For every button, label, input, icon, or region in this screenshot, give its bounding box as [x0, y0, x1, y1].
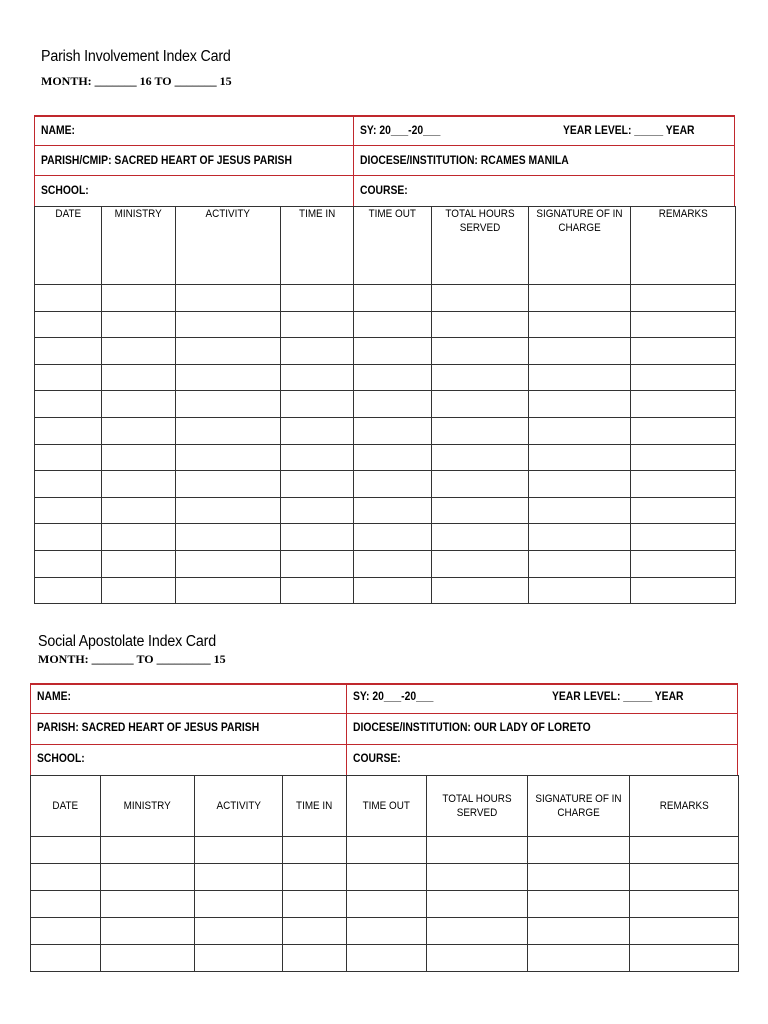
- card1-entry-cell[interactable]: [529, 391, 631, 418]
- card1-entry-cell[interactable]: [529, 338, 631, 365]
- card2-entry-cell[interactable]: [101, 837, 195, 864]
- card1-entry-cell[interactable]: [529, 364, 631, 391]
- card2-entry-cell[interactable]: [195, 837, 283, 864]
- card1-entry-cell[interactable]: [35, 550, 102, 577]
- card1-entry-cell[interactable]: [432, 285, 529, 312]
- card1-entry-cell[interactable]: [281, 471, 354, 498]
- card1-entry-cell[interactable]: [432, 550, 529, 577]
- card1-entry-cell[interactable]: [631, 417, 736, 444]
- card2-entry-cell[interactable]: [427, 891, 528, 918]
- card1-entry-cell[interactable]: [102, 444, 176, 471]
- card1-entry-cell[interactable]: [176, 364, 281, 391]
- card1-entry-cell[interactable]: [529, 285, 631, 312]
- card1-entry-cell[interactable]: [281, 417, 354, 444]
- card1-entry-cell[interactable]: [354, 285, 432, 312]
- card1-entry-cell[interactable]: [102, 471, 176, 498]
- card1-entry-cell[interactable]: [529, 471, 631, 498]
- card2-entry-cell[interactable]: [427, 837, 528, 864]
- card1-title: Parish Involvement Index Card: [41, 48, 231, 65]
- card1-entry-cell[interactable]: [529, 311, 631, 338]
- card1-entry-cell[interactable]: [432, 497, 529, 524]
- card1-entry-row: [35, 497, 736, 524]
- card1-sy-field[interactable]: SY: 20___-20___: [360, 125, 441, 137]
- card1-entry-cell[interactable]: [35, 524, 102, 551]
- card1-entry-cell[interactable]: [631, 311, 736, 338]
- card1-entry-cell[interactable]: [631, 444, 736, 471]
- card1-col-total-hours: TOTAL HOURS SERVED: [432, 207, 529, 285]
- card2-entry-cell[interactable]: [195, 891, 283, 918]
- card2-col-time-in: TIME IN: [283, 776, 347, 837]
- card1-entry-cell[interactable]: [102, 338, 176, 365]
- card1-entry-cell[interactable]: [176, 577, 281, 604]
- card2-entry-cell[interactable]: [347, 945, 427, 972]
- card2-entry-row: [31, 918, 739, 945]
- card1-entry-cell[interactable]: [35, 577, 102, 604]
- card1-entry-cell[interactable]: [176, 311, 281, 338]
- card1-entry-cell[interactable]: [281, 338, 354, 365]
- card2-entry-cell[interactable]: [195, 945, 283, 972]
- card1-log-table: [34, 206, 736, 604]
- card1-entry-row: [35, 311, 736, 338]
- card2-entry-row: [31, 891, 739, 918]
- card1-entry-cell[interactable]: [631, 471, 736, 498]
- card1-entry-cell[interactable]: [354, 338, 432, 365]
- card1-entry-cell[interactable]: [354, 391, 432, 418]
- card1-entry-cell[interactable]: [354, 550, 432, 577]
- card1-entry-cell[interactable]: [102, 391, 176, 418]
- card2-entry-cell[interactable]: [630, 891, 739, 918]
- card1-entry-cell[interactable]: [102, 550, 176, 577]
- card2-entry-cell[interactable]: [347, 918, 427, 945]
- card2-school-field[interactable]: SCHOOL:: [37, 753, 85, 765]
- card1-entry-cell[interactable]: [529, 524, 631, 551]
- card2-entry-cell[interactable]: [283, 945, 347, 972]
- card1-parish-field: PARISH/CMIP: SACRED HEART OF JESUS PARISH: [41, 155, 292, 167]
- card2-col-date: DATE: [31, 776, 101, 837]
- card2-info-block: [30, 683, 738, 776]
- card1-entry-row: [35, 444, 736, 471]
- card2-entry-cell[interactable]: [630, 864, 739, 891]
- card1-entry-cell[interactable]: [102, 524, 176, 551]
- card1-entry-cell[interactable]: [35, 497, 102, 524]
- card1-entry-row: [35, 338, 736, 365]
- card1-entry-row: [35, 524, 736, 551]
- card1-entry-cell[interactable]: [631, 550, 736, 577]
- card2-entry-cell[interactable]: [347, 891, 427, 918]
- card2-entry-cell[interactable]: [427, 864, 528, 891]
- card1-entry-cell[interactable]: [176, 338, 281, 365]
- card2-diocese-field: DIOCESE/INSTITUTION: OUR LADY OF LORETO: [353, 722, 591, 734]
- card1-entry-cell[interactable]: [354, 577, 432, 604]
- card1-year-level-field[interactable]: YEAR LEVEL: _____ YEAR: [563, 125, 695, 137]
- card1-entry-cell[interactable]: [176, 444, 281, 471]
- card2-parish-field: PARISH: SACRED HEART OF JESUS PARISH: [37, 722, 260, 734]
- card1-entry-cell[interactable]: [529, 497, 631, 524]
- card2-month-line[interactable]: MONTH: _______ TO _________ 15: [38, 652, 226, 666]
- card1-entry-cell[interactable]: [432, 391, 529, 418]
- card1-course-field[interactable]: COURSE:: [360, 185, 408, 197]
- card1-entry-cell[interactable]: [176, 391, 281, 418]
- card1-entry-cell[interactable]: [529, 550, 631, 577]
- card1-entry-cell[interactable]: [432, 577, 529, 604]
- card1-entry-cell[interactable]: [35, 364, 102, 391]
- card1-entry-row: [35, 285, 736, 312]
- card2-col-remarks: REMARKS: [630, 776, 739, 837]
- card1-col-ministry: MINISTRY: [102, 207, 176, 285]
- card1-col-time-out: TIME OUT: [354, 207, 432, 285]
- card1-info-block: [34, 115, 735, 207]
- card1-entry-cell[interactable]: [176, 497, 281, 524]
- card2-title: Social Apostolate Index Card: [38, 633, 216, 650]
- card1-entry-cell[interactable]: [35, 444, 102, 471]
- card1-entry-cell[interactable]: [432, 417, 529, 444]
- card1-entry-row: [35, 364, 736, 391]
- card1-entry-cell[interactable]: [631, 577, 736, 604]
- card1-entry-cell[interactable]: [35, 285, 102, 312]
- card1-entry-cell[interactable]: [176, 417, 281, 444]
- card1-entry-cell[interactable]: [102, 311, 176, 338]
- card2-col-time-out: TIME OUT: [347, 776, 427, 837]
- card2-entry-cell[interactable]: [427, 918, 528, 945]
- card1-entry-row: [35, 391, 736, 418]
- card1-entry-cell[interactable]: [432, 444, 529, 471]
- card1-entry-cell[interactable]: [35, 391, 102, 418]
- card2-entry-cell[interactable]: [528, 891, 630, 918]
- card1-entry-cell[interactable]: [354, 471, 432, 498]
- card2-entry-cell[interactable]: [283, 864, 347, 891]
- card1-entry-cell[interactable]: [281, 391, 354, 418]
- card1-entry-cell[interactable]: [354, 311, 432, 338]
- card2-entry-cell[interactable]: [31, 837, 101, 864]
- card2-entry-cell[interactable]: [528, 918, 630, 945]
- card1-entry-cell[interactable]: [281, 444, 354, 471]
- card1-entry-cell[interactable]: [281, 497, 354, 524]
- card2-entry-cell[interactable]: [528, 945, 630, 972]
- card2-col-activity: ACTIVITY: [195, 776, 283, 837]
- card1-entry-cell[interactable]: [432, 524, 529, 551]
- card2-entry-cell[interactable]: [101, 918, 195, 945]
- card1-entry-cell[interactable]: [176, 550, 281, 577]
- card2-entry-cell[interactable]: [195, 918, 283, 945]
- card2-entry-cell[interactable]: [347, 837, 427, 864]
- card1-entry-row: [35, 417, 736, 444]
- card1-entry-cell[interactable]: [432, 311, 529, 338]
- card2-entry-cell[interactable]: [195, 864, 283, 891]
- card1-entry-cell[interactable]: [432, 338, 529, 365]
- card1-name-field[interactable]: NAME:: [41, 125, 75, 137]
- card2-entry-cell[interactable]: [528, 864, 630, 891]
- card2-entry-cell[interactable]: [31, 945, 101, 972]
- card1-entry-cell[interactable]: [631, 338, 736, 365]
- card1-col-time-in: TIME IN: [281, 207, 354, 285]
- card1-col-remarks: REMARKS: [631, 207, 736, 285]
- card2-entry-cell[interactable]: [31, 864, 101, 891]
- card1-entry-cell[interactable]: [35, 417, 102, 444]
- card1-entry-cell[interactable]: [631, 524, 736, 551]
- card1-entry-cell[interactable]: [529, 444, 631, 471]
- card1-col-date: DATE: [35, 207, 102, 285]
- card2-entry-cell[interactable]: [528, 837, 630, 864]
- card1-entry-cell[interactable]: [631, 285, 736, 312]
- card1-entry-cell[interactable]: [529, 417, 631, 444]
- card2-entry-cell[interactable]: [630, 945, 739, 972]
- card1-entry-cell[interactable]: [529, 577, 631, 604]
- card1-entry-cell[interactable]: [631, 364, 736, 391]
- card1-entry-cell[interactable]: [281, 285, 354, 312]
- card2-entry-row: [31, 945, 739, 972]
- card2-entry-cell[interactable]: [31, 918, 101, 945]
- card2-entry-cell[interactable]: [31, 891, 101, 918]
- card1-entry-cell[interactable]: [176, 524, 281, 551]
- card2-year-level-field[interactable]: YEAR LEVEL: _____ YEAR: [552, 691, 684, 703]
- card2-entry-row: [31, 837, 739, 864]
- card1-entry-cell[interactable]: [432, 471, 529, 498]
- card2-course-field[interactable]: COURSE:: [353, 753, 401, 765]
- card1-month-line[interactable]: MONTH: _______ 16 TO _______ 15: [41, 74, 232, 88]
- card1-entry-cell[interactable]: [35, 471, 102, 498]
- card1-entry-cell[interactable]: [102, 417, 176, 444]
- card2-entry-cell[interactable]: [101, 891, 195, 918]
- card1-entry-cell[interactable]: [35, 338, 102, 365]
- card1-entry-row: [35, 471, 736, 498]
- card2-col-signature: SIGNATURE OF IN CHARGE: [528, 776, 630, 837]
- card1-entry-cell[interactable]: [35, 311, 102, 338]
- card1-entry-row: [35, 550, 736, 577]
- card1-diocese-field: DIOCESE/INSTITUTION: RCAMES MANILA: [360, 155, 569, 167]
- card2-entry-cell[interactable]: [283, 837, 347, 864]
- card2-sy-field[interactable]: SY: 20___-20___: [353, 691, 434, 703]
- card2-col-total-hours: TOTAL HOURS SERVED: [427, 776, 528, 837]
- card1-entry-cell[interactable]: [176, 285, 281, 312]
- card2-col-ministry: MINISTRY: [101, 776, 195, 837]
- card1-entry-cell[interactable]: [281, 524, 354, 551]
- card1-entry-cell[interactable]: [354, 524, 432, 551]
- card2-entry-cell[interactable]: [101, 864, 195, 891]
- card1-entry-cell[interactable]: [281, 550, 354, 577]
- card1-entry-cell[interactable]: [432, 364, 529, 391]
- card1-entry-cell[interactable]: [102, 364, 176, 391]
- card1-entry-row: [35, 577, 736, 604]
- card1-school-field[interactable]: SCHOOL:: [41, 185, 89, 197]
- card2-log-table: [30, 775, 739, 972]
- card2-entry-cell[interactable]: [630, 918, 739, 945]
- card1-entry-cell[interactable]: [102, 577, 176, 604]
- card1-entry-cell[interactable]: [354, 364, 432, 391]
- card2-entry-cell[interactable]: [283, 918, 347, 945]
- card1-entry-cell[interactable]: [354, 444, 432, 471]
- card1-entry-cell[interactable]: [281, 577, 354, 604]
- card2-entry-cell[interactable]: [630, 837, 739, 864]
- card1-entry-cell[interactable]: [354, 417, 432, 444]
- card1-entry-cell[interactable]: [176, 471, 281, 498]
- card1-entry-cell[interactable]: [102, 285, 176, 312]
- card2-entry-cell[interactable]: [347, 864, 427, 891]
- card2-entry-cell[interactable]: [283, 891, 347, 918]
- card1-col-signature: SIGNATURE OF IN CHARGE: [529, 207, 631, 285]
- card1-entry-cell[interactable]: [354, 497, 432, 524]
- card2-entry-row: [31, 864, 739, 891]
- card1-entry-cell[interactable]: [281, 311, 354, 338]
- card1-entry-cell[interactable]: [102, 497, 176, 524]
- card2-name-field[interactable]: NAME:: [37, 691, 71, 703]
- card1-col-activity: ACTIVITY: [176, 207, 281, 285]
- card1-entry-cell[interactable]: [631, 497, 736, 524]
- card1-entry-cell[interactable]: [631, 391, 736, 418]
- card1-entry-cell[interactable]: [281, 364, 354, 391]
- card2-entry-cell[interactable]: [427, 945, 528, 972]
- card2-entry-cell[interactable]: [101, 945, 195, 972]
